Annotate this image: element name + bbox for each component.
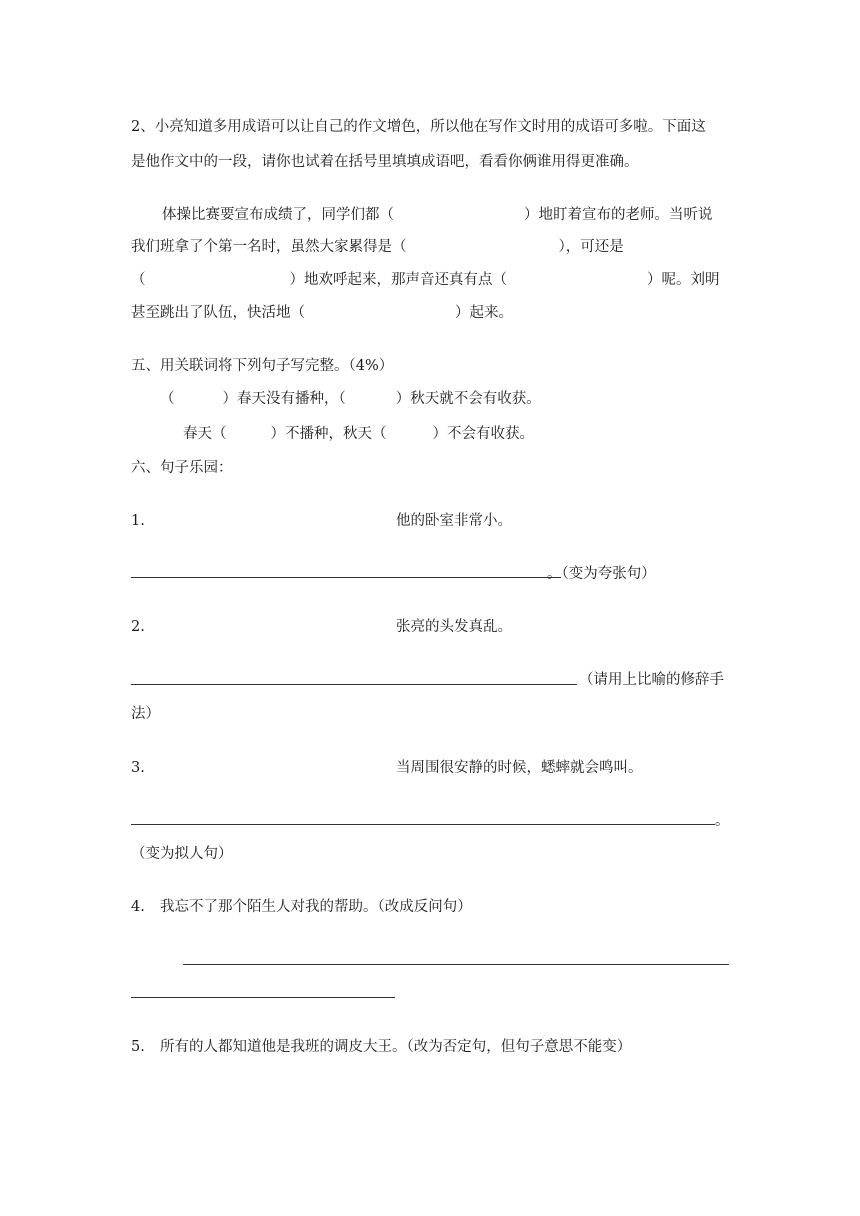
item1-answer-line[interactable]: [131, 577, 561, 578]
q5-text: ）不会有收获。: [432, 426, 534, 442]
item2-instruction-cont: 法）: [131, 706, 160, 722]
item4-answer-line-1[interactable]: [183, 964, 729, 965]
item4-sentence: 我忘不了那个陌生人对我的帮助。（改成反问句）: [160, 899, 472, 915]
item2-sentence: 张亮的头发真乱。: [396, 619, 512, 635]
q2-passage-line3: [131, 270, 720, 290]
q2-passage-text: ）呢。刘明: [647, 272, 720, 288]
item3-answer-line[interactable]: [131, 824, 715, 825]
item1-instruction: 。（变为夸张句）: [547, 566, 656, 582]
q5-text: ）不播种，秋天（: [270, 426, 387, 442]
item5-sentence: 所有的人都知道他是我班的调皮大王。（改为否定句，但句子意思不能变）: [160, 1039, 632, 1055]
q5-text: （: [160, 391, 175, 407]
q2-passage-text: 我们班拿了个第一名时，虽然大家累得是（: [131, 239, 407, 255]
q5-text: 春天（: [183, 426, 227, 442]
item2-answer-line[interactable]: [131, 684, 577, 685]
item1-number: 1.: [131, 513, 145, 529]
q2-passage-text: ），可还是: [558, 239, 624, 255]
q5-heading: 五、用关联词将下列句子写完整。（4%）: [131, 358, 394, 374]
item3-sentence: 当周围很安静的时候，蟋蟀就会鸣叫。: [396, 760, 643, 776]
q5-sentence-1: [160, 389, 541, 409]
item1-sentence: 他的卧室非常小。: [396, 513, 512, 529]
item4-number: 4.: [131, 899, 145, 915]
item3-number: 3.: [131, 760, 145, 776]
q2-passage-line1: [162, 205, 713, 225]
q2-passage-line4: [131, 303, 513, 323]
item2-instruction: （请用上比喻的修辞手: [579, 672, 724, 688]
item3-period: 。: [715, 813, 730, 829]
q5-text: ）春天没有播种，（: [222, 391, 346, 407]
q5-text: ）秋天就不会有收获。: [395, 391, 541, 407]
q2-intro-line1: 2、小亮知道多用成语可以让自己的作文增色，所以他在写作文时用的成语可多啦。下面这: [131, 119, 706, 135]
q2-passage-text: 甚至跳出了队伍，快活地（: [131, 305, 305, 321]
q2-passage-text: ）起来。: [455, 305, 513, 321]
q2-passage-text: （: [131, 272, 146, 288]
item4-answer-line-2[interactable]: [131, 997, 395, 998]
q5-sentence-2: [183, 424, 534, 444]
q2-passage-text: ）地欢呼起来，那声音还真有点（: [289, 272, 507, 288]
item5-number: 5.: [131, 1039, 145, 1055]
q2-passage-line2: [131, 237, 624, 257]
q2-passage-text: 体操比赛要宣布成绩了，同学们都（: [162, 207, 394, 223]
item3-instruction: （变为拟人句）: [131, 846, 233, 862]
q6-heading: 六、句子乐园：: [131, 460, 233, 476]
item2-number: 2.: [131, 619, 145, 635]
q2-intro-line2: 是他作文中的一段，请你也试着在括号里填填成语吧，看看你俩谁用得更准确。: [131, 154, 639, 170]
q2-passage-text: ）地盯着宣布的老师。当听说: [524, 207, 713, 223]
